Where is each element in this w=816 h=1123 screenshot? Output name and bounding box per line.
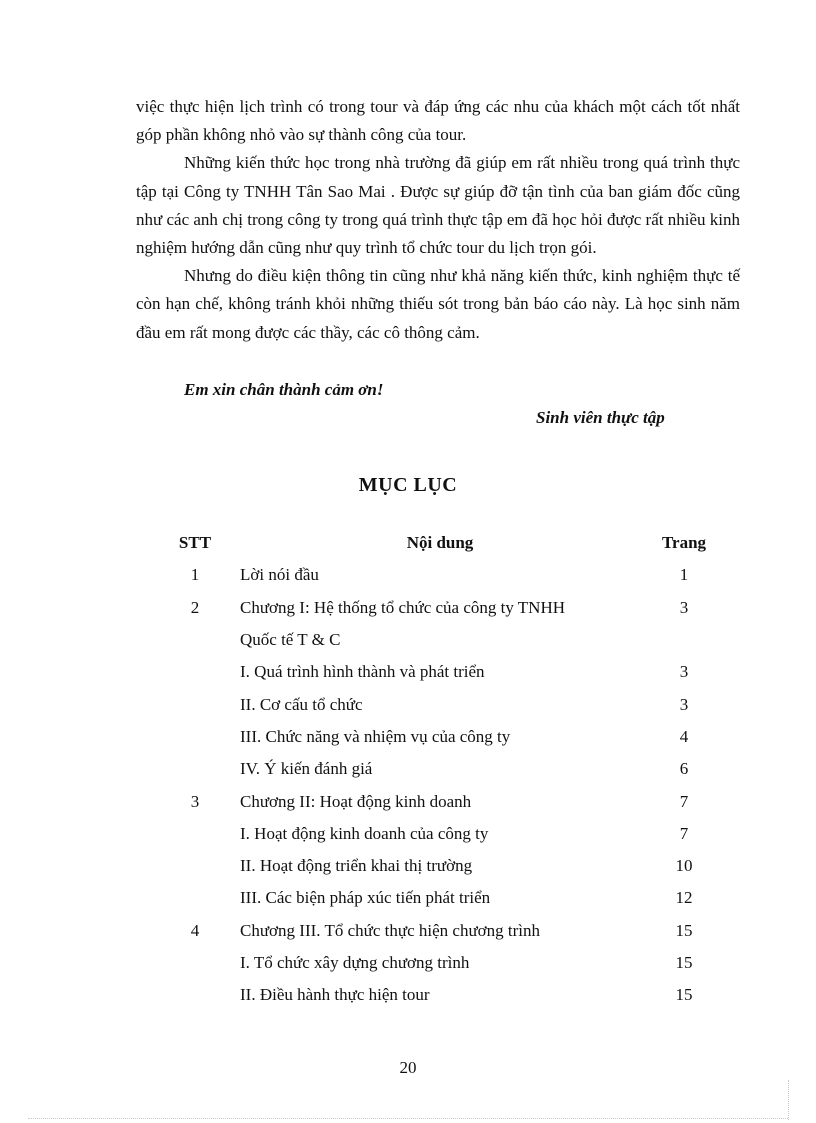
toc-row-content: II. Hoạt động triển khai thị trường <box>240 856 473 876</box>
toc-header-content: Nội dung <box>406 533 474 553</box>
toc-row <box>150 753 728 785</box>
toc-row <box>150 882 728 914</box>
toc-row-page: 3 <box>679 662 689 682</box>
toc-row-content: II. Điều hành thực hiện tour <box>240 985 430 1005</box>
toc-row <box>150 785 728 817</box>
toc-row <box>150 656 728 688</box>
toc-row-content: IV. Ý kiến đánh giá <box>240 759 373 779</box>
toc-row-stt <box>150 624 240 656</box>
toc-row-stt: 2 <box>190 597 200 617</box>
toc-row <box>150 559 728 591</box>
toc-row-stt <box>150 688 240 720</box>
toc-row-stt <box>150 850 240 882</box>
toc-row-stt <box>150 753 240 785</box>
toc-row-stt: 1 <box>190 565 200 585</box>
toc-title: MỤC LỤC <box>358 474 458 496</box>
toc-row-content: I. Hoạt động kinh doanh của công ty <box>240 823 489 843</box>
toc-row-content: I. Tổ chức xây dựng chương trình <box>240 953 470 972</box>
toc-row <box>150 915 728 947</box>
toc-table <box>150 527 728 1011</box>
toc-row <box>150 721 728 753</box>
toc-row-stt <box>150 947 240 979</box>
toc-row-stt <box>150 979 240 1011</box>
toc-row <box>150 624 728 656</box>
toc-row-content: III. Các biện pháp xúc tiến phát triển <box>240 888 491 908</box>
toc-row-stt <box>150 721 240 753</box>
toc-row-stt <box>150 818 240 850</box>
toc-row-stt: 4 <box>190 920 200 940</box>
toc-row-page: 4 <box>679 726 689 746</box>
paragraph-2: Những kiến thức học trong nhà trường đã giúp em rất nhiều trong quá trình thực tập tại Công ty TNHH Tân Sao Mai . Được sự giúp đỡ tận tình của ban giám đốc cũng như các anh chị trong công ty trong quá trình thực tập em đã học hỏi được rất nhiều kinh nghiệm hướng dẫn cũng như quy trình tổ chức tour du lịch trọn gói. <box>136 153 740 258</box>
toc-row-page: 1 <box>679 565 689 585</box>
toc-row-page: 10 <box>675 856 693 876</box>
toc-header-row <box>150 527 728 559</box>
toc-row-content: Lời nói đầu <box>240 565 319 585</box>
toc-row-content: Chương III. Tổ chức thực hiện chương trình <box>240 920 541 940</box>
paragraph-1: việc thực hiện lịch trình có trong tour và đáp ứng các nhu của khách một cách tốt nhất góp phần không nhỏ vào sự thành công của tour. <box>136 97 740 145</box>
toc-row-stt <box>150 882 240 914</box>
signer-label: Sinh viên thực tập <box>536 408 665 427</box>
page-border-side <box>788 1080 789 1120</box>
toc-header-page: Trang <box>661 533 707 553</box>
toc-row-content: Quốc tế T & C <box>240 630 341 650</box>
paragraph-3: Nhưng do điều kiện thông tin cũng như khả năng kiến thức, kinh nghiệm thực tế còn hạn chế, không tránh khỏi những thiếu sót trong bản báo cáo này. Là học sinh năm đầu em rất mong được các thầy, các cô thông cảm. <box>136 266 740 342</box>
toc-row <box>150 947 728 979</box>
toc-row-stt: 3 <box>190 791 200 811</box>
toc-header-stt: STT <box>178 533 212 553</box>
toc-row <box>150 818 728 850</box>
toc-row-page: 7 <box>679 823 689 843</box>
toc-row <box>150 850 728 882</box>
toc-row-page: 3 <box>679 694 689 714</box>
toc-row-content: I. Quá trình hình thành và phát triển <box>240 662 485 682</box>
toc-row-page <box>640 624 728 656</box>
toc-row-stt <box>150 656 240 688</box>
toc-row <box>150 688 728 720</box>
toc-row-content: Chương I: Hệ thống tổ chức của công ty TNHH <box>240 597 566 617</box>
body-text <box>136 93 740 347</box>
toc-row-page: 12 <box>675 888 693 908</box>
toc-row-page: 6 <box>679 759 689 779</box>
page-number: 20 <box>399 1058 417 1077</box>
toc-row-content: III. Chức năng và nhiệm vụ của công ty <box>240 726 511 746</box>
toc-row-page: 15 <box>675 920 693 940</box>
toc-row <box>150 592 728 624</box>
closing-line: Em xin chân thành cảm ơn! <box>184 380 384 399</box>
toc-row <box>150 979 728 1011</box>
toc-row-page: 3 <box>679 597 689 617</box>
page-border-bottom <box>28 1118 788 1119</box>
toc-row-content: Chương II: Hoạt động kinh doanh <box>240 791 472 811</box>
toc-row-page: 15 <box>675 985 693 1005</box>
toc-row-page: 15 <box>675 953 693 972</box>
toc-row-page: 7 <box>679 791 689 811</box>
toc-row-content: II. Cơ cấu tổ chức <box>240 694 363 714</box>
